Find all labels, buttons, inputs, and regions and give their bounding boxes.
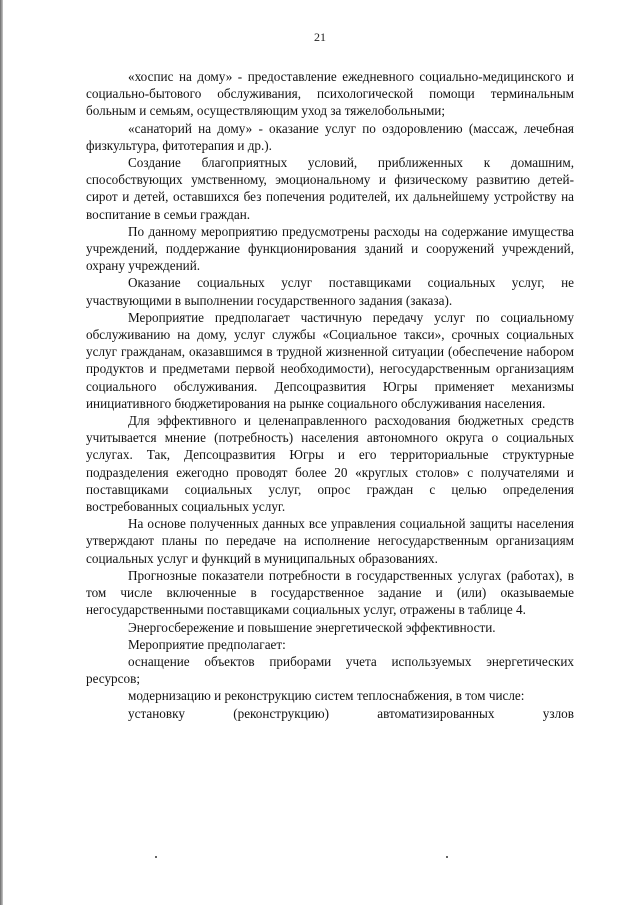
document-body xyxy=(86,68,574,722)
paragraph-sanatorium-at-home: «санаторий на дому» - оказание услуг по оздоровлению (массаж, лечебная физкультура, фитотерапия и др.). xyxy=(86,120,574,153)
scan-binding-edge xyxy=(0,0,3,905)
paragraph-metering-devices: оснащение объектов приборами учета используемых энергетических ресурсов; xyxy=(86,653,574,687)
paragraph-measure-involves: Мероприятие предполагает: xyxy=(128,636,286,652)
paragraph-automated-units: установку (реконструкцию) автоматизированных узлов xyxy=(128,705,574,721)
paragraph-expenses: По данному мероприятию предусмотрены расходы на содержание имущества учреждений, поддержание функционирования зданий и сооружений учреждений, охрану учреждений. xyxy=(86,223,574,274)
paragraph-energy-saving-heading: Энергосбережение и повышение энергетической эффективности. xyxy=(128,619,496,635)
paragraph-budget-spending: Для эффективного и целенаправленного расходования бюджетных средств учитывается мнение (потребность) населения автономного округа о социальных услугах. Так, Депсоцразвития Югры и его территориальные структурные подразделения ежегодно проводят более 20 «круглых столов» с получателями и поставщиками социальных услуг, опрос граждан с целью определения востребованных социальных услуг. xyxy=(86,413,574,515)
scan-speck-right xyxy=(446,856,448,858)
paragraph-heat-supply-modernization: модернизацию и реконструкцию систем теплоснабжения, в том числе: xyxy=(128,688,525,704)
page-number: 21 xyxy=(314,30,326,44)
paragraph-hospice-at-home: «хоспис на дому» - предоставление ежедневного социально-медицинского и социально-бытового обслуживания, психологической помощи терминальным больным и семьям, осуществляющим уход за тяжелобольными; xyxy=(86,69,574,119)
scan-speck-left xyxy=(155,856,157,858)
paragraph-partial-transfer: Мероприятие предполагает частичную передачу услуг по социальному обслуживанию на дому, услуг службы «Социальное такси», срочных социальных услуг гражданам, оказавшимся в трудной жизненной ситуации (обеспечение набором продуктов и предметами первой необходимости), негосударственным организациям социального обслуживания. Депсоцразвития Югры применяет механизмы инициативного бюджетирования на рынке социального обслуживания населения. xyxy=(86,309,574,411)
paragraph-forecast-indicators: Прогнозные показатели потребности в государственных услугах (работах), в том числе включенные в государственное задание и (или) оказываемые негосударственными поставщиками социальных услуг, отражены в таблице 4. xyxy=(86,567,574,618)
paragraph-favorable-conditions: Создание благоприятных условий, приближенных к домашним, способствующих умственному, эмоциональному и физическому развитию детей-сирот и детей, оставшихся без попечения родителей, их дальнейшему устройству на воспитание в семьи граждан. xyxy=(86,155,574,222)
paragraph-social-services-providers: Оказание социальных услуг поставщиками социальных услуг, не участвующими в выполнении государственного задания (заказа). xyxy=(86,275,574,308)
paragraph-transfer-plans: На основе полученных данных все управления социальной защиты населения утверждают планы по передаче на исполнение негосударственным организациям социальных услуг и функций в муниципальных образованиях. xyxy=(86,516,574,566)
